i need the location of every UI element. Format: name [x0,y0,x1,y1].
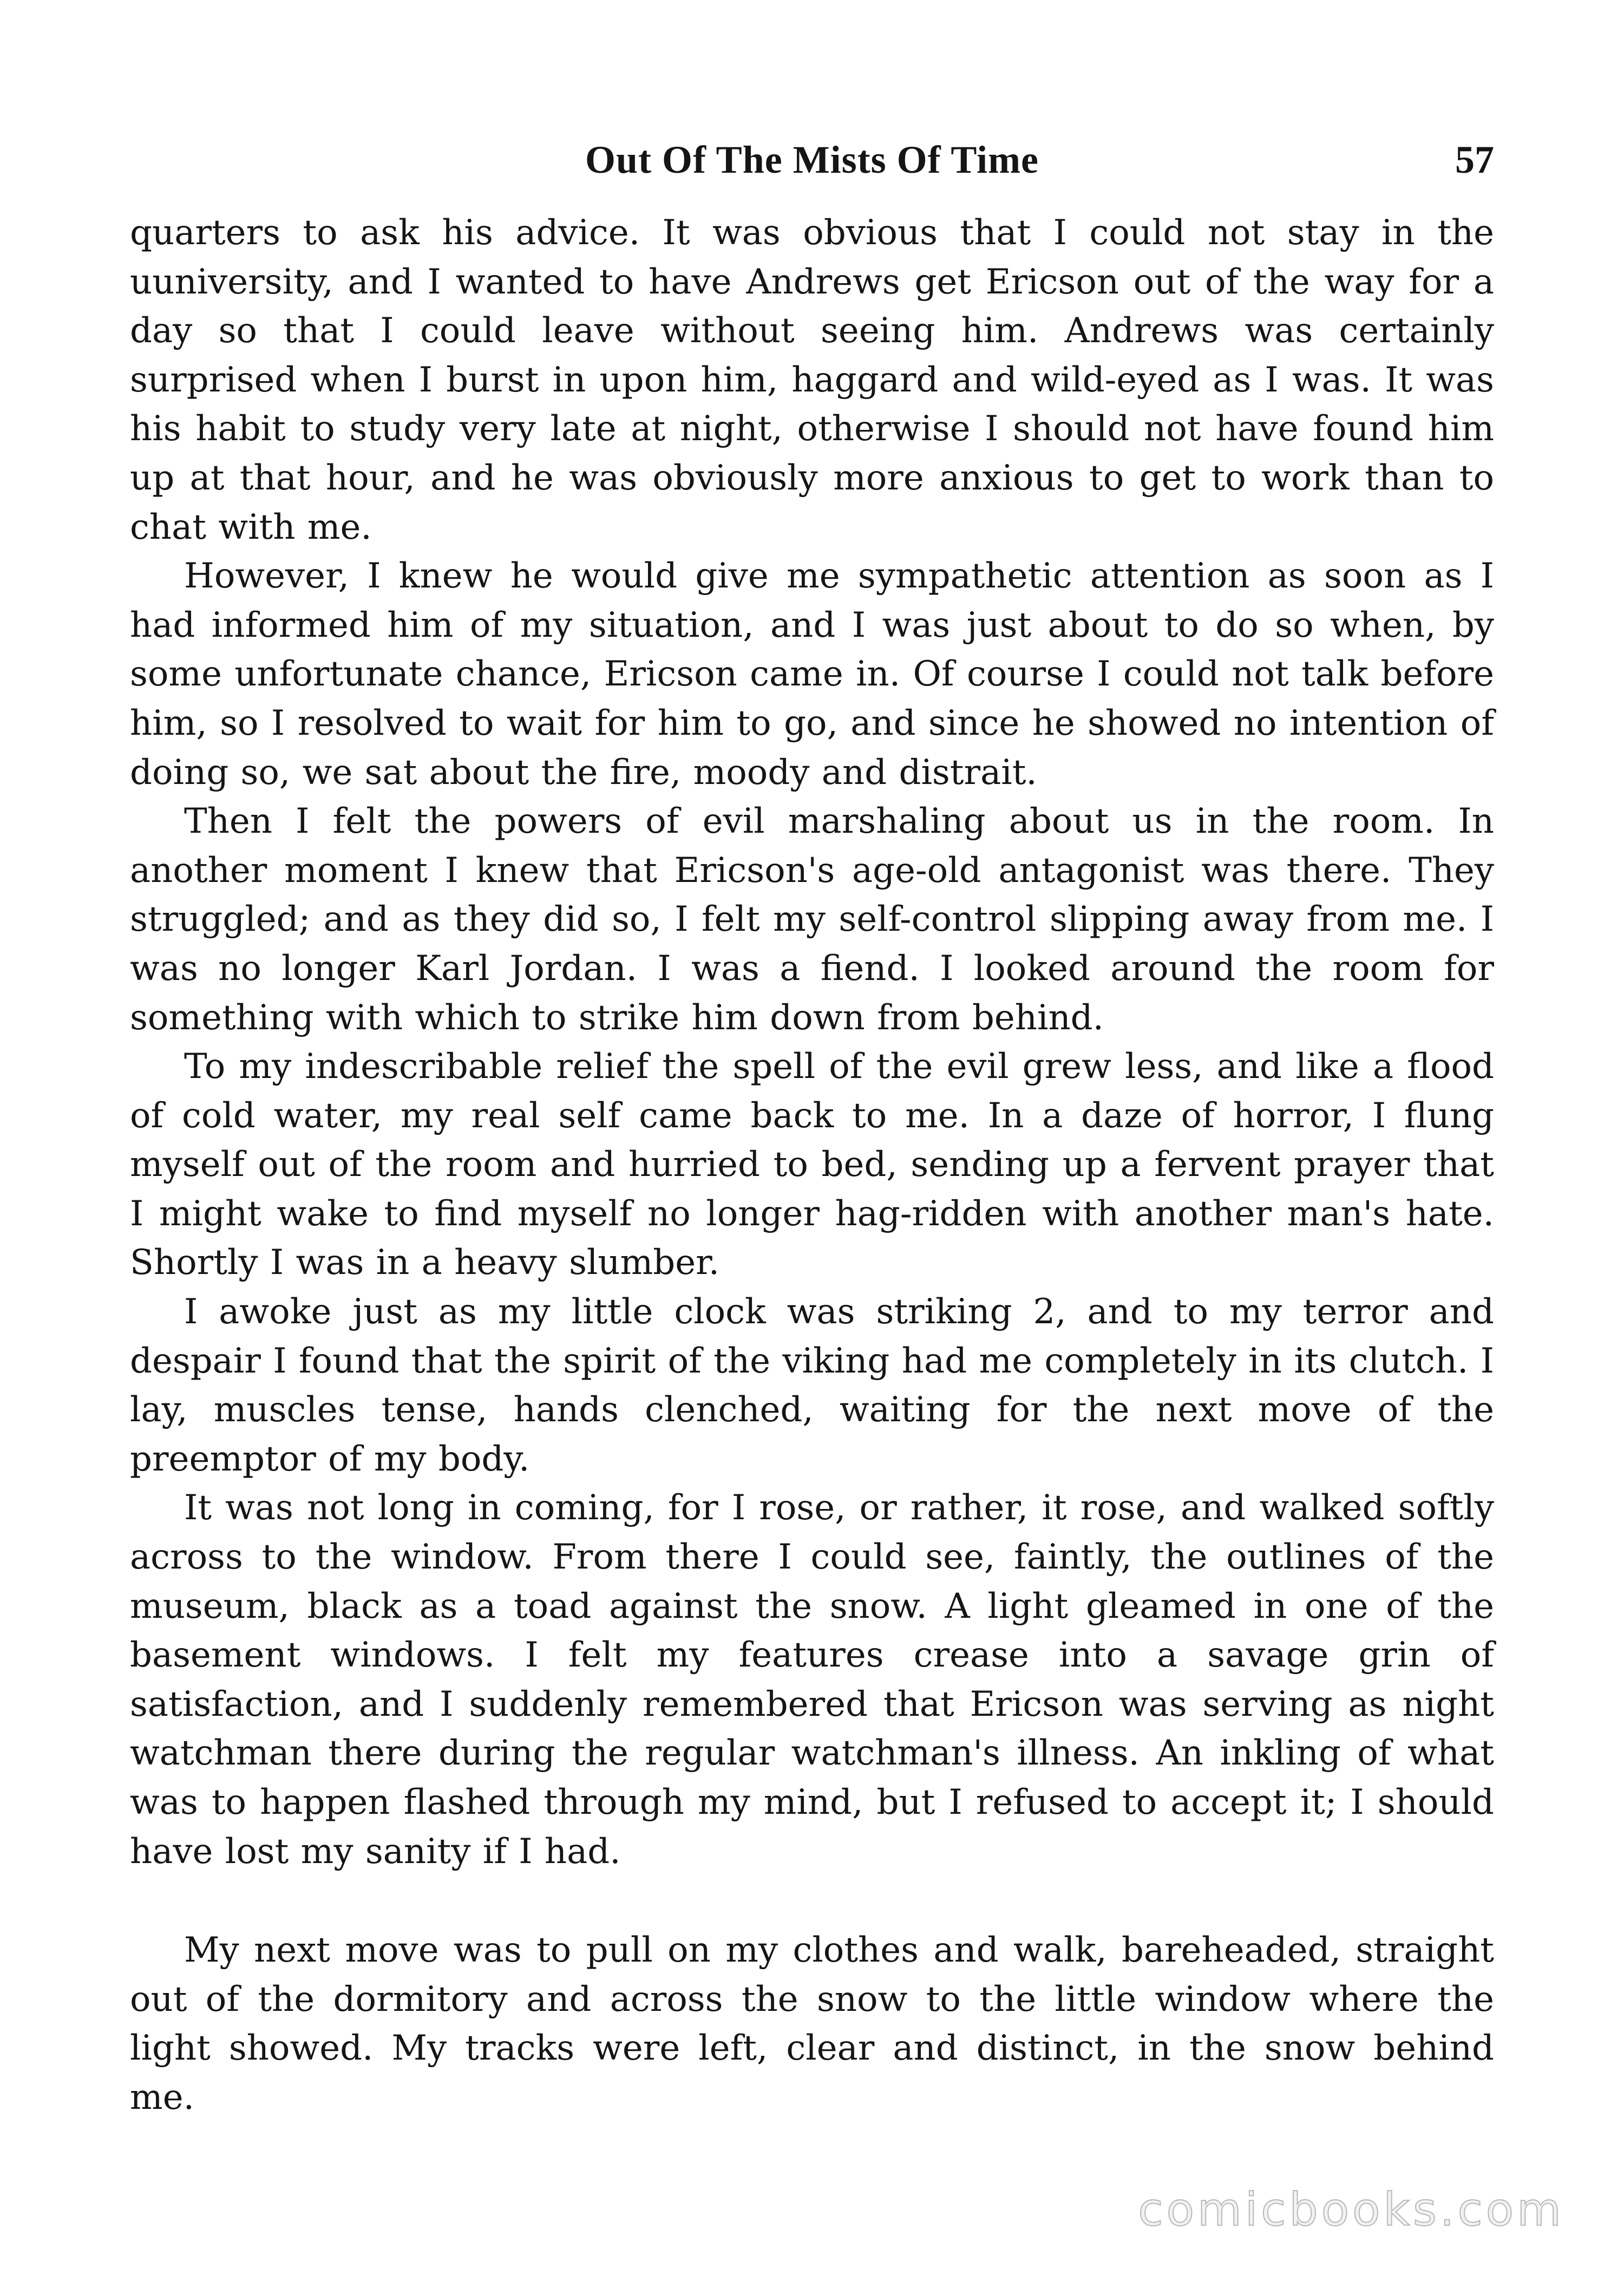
paragraph: To my indescribable relief the spell of the evil grew less, and like a flood of cold water, my real self came back to me. In a daze of horror, I flung myself out of the room and hurried to bed, sending up a fervent prayer that I might wake to find myself no longer hag-ridden with another man's hate. Shortly I was in a heavy slumber. [130,1047,1494,1283]
watermark: comicbooks.com [1138,2183,1564,2236]
running-head [130,133,1494,187]
paragraph: I awoke just as my little clock was striking 2, and to my terror and despair I found that the spirit of the viking had me completely in its clutch. I lay, muscles tense, hands clenched, waiting for the next move of the preemptor of my body. [130,1292,1494,1479]
running-title: Out Of The Mists Of Time [585,138,1039,181]
paragraph: It was not long in coming, for I rose, or rather, it rose, and walked softly across to the window. From there I could see, faintly, the outlines of the museum, black as a toad against the snow. A light gleamed in one of the basement windows. I felt my features crease into a savage grin of satisfaction, and I suddenly remembered that Ericson was serving as night watchman there during the regular watchman's illness. An inkling of what was to happen flashed through my mind, but I refused to accept it; I should have lost my sanity if I had. [130,1488,1494,1872]
paragraph: Then I felt the powers of evil marshaling about us in the room. In another moment I knew that Ericson's age-old antagonist was there. They struggled; and as they did so, I felt my self-control slipping away from me. I was no longer Karl Jordan. I was a fiend. I looked around the room for something with which to strike him down from behind. [130,801,1494,1038]
paragraph-continued: quarters to ask his advice. It was obvious that I could not stay in the uuniversity, and I wanted to have Andrews get Ericson out of the way for a day so that I could leave without seeing him. Andrews was certainly surprised when I burst in upon him, haggard and wild-eyed as I was. It was his habit to study very late at night, otherwise I should not have found him up at that hour, and he was obviously more anxious to get to work than to chat with me. [130,213,1494,547]
body-text [130,208,1494,2122]
paragraph: However, I knew he would give me sympathetic attention as soon as I had informed him of my situation, and I was just about to do so when, by some unfortunate chance, Ericson came in. Of course I could not talk before him, so I resolved to wait for him to go, and since he showed no intention of doing so, we sat about the fire, moody and distrait. [130,556,1494,793]
paragraph: My next move was to pull on my clothes and walk, bareheaded, straight out of the dormitory and across the snow to the little window where the light showed. My tracks were left, clear and distinct, in the snow behind me. [130,1930,1494,2118]
page-number: 57 [1455,138,1494,181]
